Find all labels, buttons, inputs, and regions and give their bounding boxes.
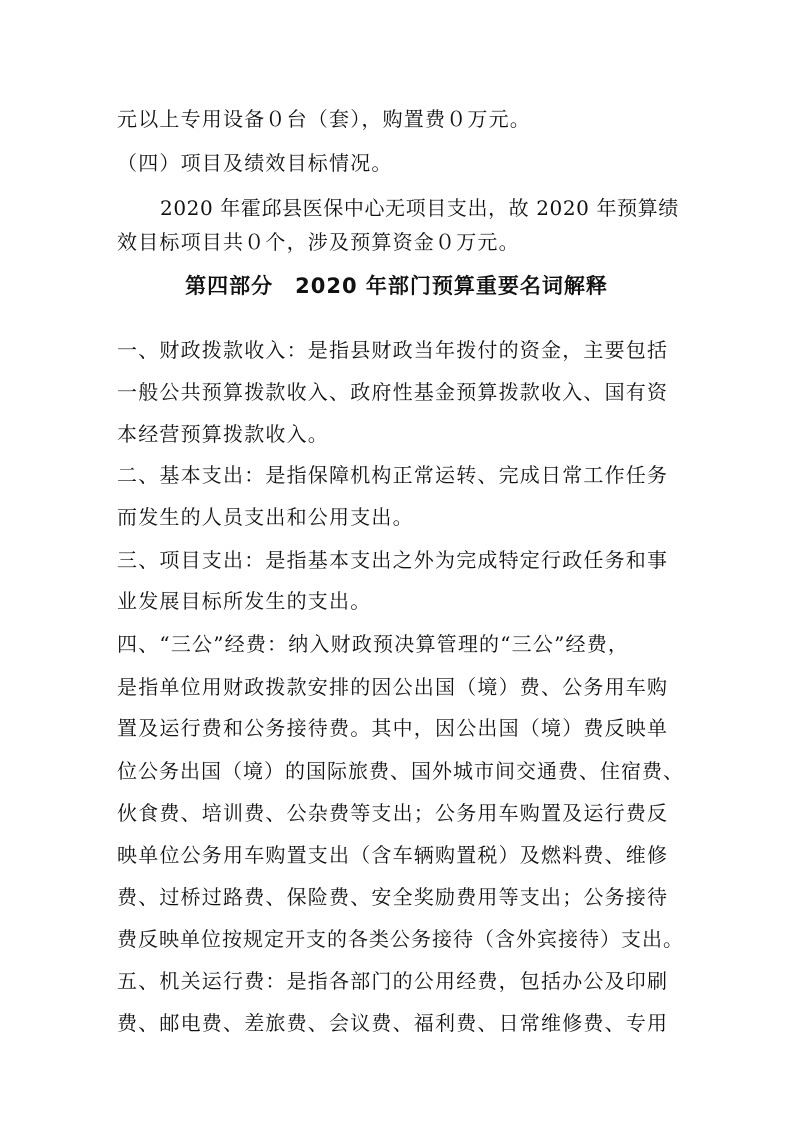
paragraph-line: 一、财政拨款收入：是指县财政当年拨付的资金，主要包括: [117, 338, 669, 362]
paragraph-line: 费、过桥过路费、保险费、安全奖励费用等支出；公务接待: [117, 885, 669, 909]
paragraph-line: 是指单位用财政拨款安排的因公出国（境）费、公务用车购: [117, 675, 669, 699]
paragraph-line: 本经营预算拨款收入。: [117, 422, 329, 446]
paragraph-line: 元以上专用设备０台（套），购置费０万元。: [117, 107, 531, 131]
paragraph-line: 位公务出国（境）的国际旅费、国外城市间交通费、住宿费、: [117, 759, 684, 783]
section-subheading: （四）项目及绩效目标情况。: [117, 151, 393, 175]
paragraph-line: 五、机关运行费：是指各部门的公用经费，包括办公及印刷: [117, 969, 669, 993]
part-heading: 第四部分 2020 年部门预算重要名词解释: [185, 274, 608, 298]
paragraph-line: 业发展目标所发生的支出。: [117, 589, 372, 613]
paragraph-line: 费反映单位按规定开支的各类公务接待（含外宾接待）支出。: [117, 927, 684, 951]
paragraph-line: 一般公共预算拨款收入、政府性基金预算拨款收入、国有资: [117, 380, 669, 404]
paragraph-line: 费、邮电费、差旅费、会议费、福利费、日常维修费、专用: [117, 1011, 669, 1035]
paragraph-line: 置及运行费和公务接待费。其中，因公出国（境）费反映单: [117, 716, 669, 740]
paragraph-line: 二、基本支出：是指保障机构正常运转、完成日常工作任务: [117, 463, 669, 487]
paragraph-line: 映单位公务用车购置支出（含车辆购置税）及燃料费、维修: [117, 843, 669, 867]
paragraph-line: 而发生的人员支出和公用支出。: [117, 505, 414, 529]
paragraph-line: 2020 年霍邱县医保中心无项目支出，故 2020 年预算绩: [160, 196, 679, 220]
paragraph-line: 伙食费、培训费、公杂费等支出；公务用车购置及运行费反: [117, 801, 669, 825]
paragraph-line: 四、“三公”经费：纳入财政预决算管理的“三公”经费，: [117, 632, 630, 656]
paragraph-line: 三、项目支出：是指基本支出之外为完成特定行政任务和事: [117, 548, 669, 572]
paragraph-line: 效目标项目共０个，涉及预算资金０万元。: [117, 230, 520, 254]
